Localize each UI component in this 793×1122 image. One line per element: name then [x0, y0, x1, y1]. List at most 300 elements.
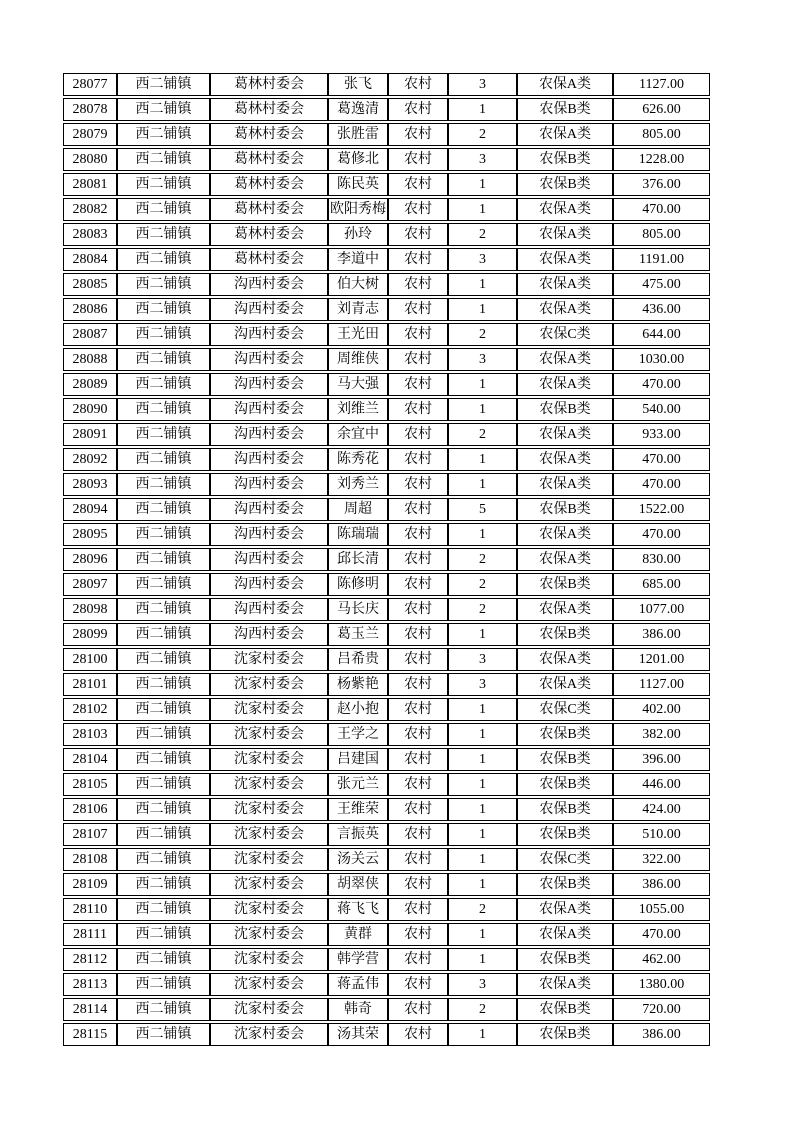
- cell-person-name: 蒋孟伟: [328, 973, 388, 996]
- cell-insurance-category: 农保A类: [517, 248, 613, 271]
- cell-amount: 470.00: [613, 923, 710, 946]
- cell-person-count: 2: [448, 548, 517, 571]
- cell-town: 西二铺镇: [117, 748, 210, 771]
- cell-village-committee: 沈家村委会: [210, 723, 328, 746]
- cell-town: 西二铺镇: [117, 148, 210, 171]
- cell-insurance-category: 农保B类: [517, 823, 613, 846]
- cell-village-committee: 沟西村委会: [210, 573, 328, 596]
- cell-record-id: 28107: [63, 823, 117, 846]
- cell-town: 西二铺镇: [117, 873, 210, 896]
- cell-village-committee: 沈家村委会: [210, 923, 328, 946]
- cell-town: 西二铺镇: [117, 198, 210, 221]
- cell-person-name: 王学之: [328, 723, 388, 746]
- cell-person-name: 黄群: [328, 923, 388, 946]
- cell-residence-type: 农村: [388, 1023, 448, 1046]
- cell-residence-type: 农村: [388, 848, 448, 871]
- table-row: [63, 148, 710, 171]
- cell-person-name: 汤其荣: [328, 1023, 388, 1046]
- cell-record-id: 28096: [63, 548, 117, 571]
- cell-residence-type: 农村: [388, 798, 448, 821]
- cell-village-committee: 沈家村委会: [210, 748, 328, 771]
- cell-person-name: 欧阳秀梅: [328, 198, 388, 221]
- cell-person-count: 1: [448, 273, 517, 296]
- cell-town: 西二铺镇: [117, 923, 210, 946]
- cell-record-id: 28083: [63, 223, 117, 246]
- cell-residence-type: 农村: [388, 698, 448, 721]
- cell-record-id: 28092: [63, 448, 117, 471]
- cell-insurance-category: 农保C类: [517, 848, 613, 871]
- table-row: [63, 398, 710, 421]
- cell-record-id: 28109: [63, 873, 117, 896]
- cell-residence-type: 农村: [388, 423, 448, 446]
- cell-person-name: 李道中: [328, 248, 388, 271]
- cell-amount: 644.00: [613, 323, 710, 346]
- cell-town: 西二铺镇: [117, 823, 210, 846]
- table-row: [63, 973, 710, 996]
- cell-amount: 382.00: [613, 723, 710, 746]
- cell-insurance-category: 农保A类: [517, 198, 613, 221]
- cell-residence-type: 农村: [388, 198, 448, 221]
- cell-record-id: 28101: [63, 673, 117, 696]
- table-row: [63, 373, 710, 396]
- cell-amount: 470.00: [613, 373, 710, 396]
- cell-person-count: 1: [448, 823, 517, 846]
- cell-insurance-category: 农保A类: [517, 648, 613, 671]
- cell-person-count: 3: [448, 348, 517, 371]
- cell-insurance-category: 农保B类: [517, 398, 613, 421]
- cell-insurance-category: 农保B类: [517, 148, 613, 171]
- cell-amount: 396.00: [613, 748, 710, 771]
- table-row: [63, 923, 710, 946]
- cell-residence-type: 农村: [388, 673, 448, 696]
- cell-person-count: 3: [448, 73, 517, 96]
- cell-town: 西二铺镇: [117, 998, 210, 1021]
- cell-village-committee: 葛林村委会: [210, 123, 328, 146]
- cell-amount: 626.00: [613, 98, 710, 121]
- cell-record-id: 28094: [63, 498, 117, 521]
- cell-person-name: 余宜中: [328, 423, 388, 446]
- cell-person-count: 1: [448, 773, 517, 796]
- cell-town: 西二铺镇: [117, 373, 210, 396]
- cell-village-committee: 沈家村委会: [210, 648, 328, 671]
- cell-village-committee: 沟西村委会: [210, 348, 328, 371]
- cell-town: 西二铺镇: [117, 973, 210, 996]
- cell-person-name: 王维荣: [328, 798, 388, 821]
- cell-amount: 830.00: [613, 548, 710, 571]
- cell-residence-type: 农村: [388, 473, 448, 496]
- cell-town: 西二铺镇: [117, 448, 210, 471]
- cell-insurance-category: 农保B类: [517, 723, 613, 746]
- cell-person-count: 1: [448, 523, 517, 546]
- cell-village-committee: 沈家村委会: [210, 798, 328, 821]
- cell-amount: 436.00: [613, 298, 710, 321]
- cell-residence-type: 农村: [388, 898, 448, 921]
- table-row: [63, 548, 710, 571]
- cell-person-count: 3: [448, 148, 517, 171]
- cell-town: 西二铺镇: [117, 248, 210, 271]
- cell-residence-type: 农村: [388, 323, 448, 346]
- cell-town: 西二铺镇: [117, 948, 210, 971]
- cell-record-id: 28085: [63, 273, 117, 296]
- cell-record-id: 28079: [63, 123, 117, 146]
- cell-amount: 470.00: [613, 473, 710, 496]
- cell-record-id: 28081: [63, 173, 117, 196]
- cell-village-committee: 沟西村委会: [210, 473, 328, 496]
- cell-village-committee: 沟西村委会: [210, 373, 328, 396]
- cell-insurance-category: 农保A类: [517, 473, 613, 496]
- table-row: [63, 648, 710, 671]
- cell-person-count: 1: [448, 798, 517, 821]
- cell-amount: 1055.00: [613, 898, 710, 921]
- cell-person-name: 周维侠: [328, 348, 388, 371]
- cell-amount: 805.00: [613, 123, 710, 146]
- cell-record-id: 28077: [63, 73, 117, 96]
- cell-insurance-category: 农保A类: [517, 348, 613, 371]
- cell-record-id: 28106: [63, 798, 117, 821]
- cell-insurance-category: 农保A类: [517, 923, 613, 946]
- cell-person-count: 1: [448, 948, 517, 971]
- table-row: [63, 673, 710, 696]
- cell-insurance-category: 农保B类: [517, 1023, 613, 1046]
- table-row: [63, 948, 710, 971]
- cell-amount: 470.00: [613, 448, 710, 471]
- cell-town: 西二铺镇: [117, 848, 210, 871]
- cell-residence-type: 农村: [388, 548, 448, 571]
- cell-village-committee: 沈家村委会: [210, 823, 328, 846]
- cell-insurance-category: 农保A类: [517, 223, 613, 246]
- cell-person-name: 赵小抱: [328, 698, 388, 721]
- cell-village-committee: 沟西村委会: [210, 548, 328, 571]
- cell-person-name: 马大强: [328, 373, 388, 396]
- table-row: [63, 498, 710, 521]
- cell-village-committee: 沟西村委会: [210, 423, 328, 446]
- cell-record-id: 28093: [63, 473, 117, 496]
- cell-person-name: 刘维兰: [328, 398, 388, 421]
- cell-town: 西二铺镇: [117, 298, 210, 321]
- cell-residence-type: 农村: [388, 373, 448, 396]
- cell-town: 西二铺镇: [117, 623, 210, 646]
- cell-insurance-category: 农保A类: [517, 373, 613, 396]
- cell-residence-type: 农村: [388, 148, 448, 171]
- cell-record-id: 28082: [63, 198, 117, 221]
- table-row: [63, 323, 710, 346]
- cell-insurance-category: 农保B类: [517, 998, 613, 1021]
- cell-village-committee: 葛林村委会: [210, 73, 328, 96]
- cell-record-id: 28090: [63, 398, 117, 421]
- cell-person-name: 张元兰: [328, 773, 388, 796]
- cell-record-id: 28098: [63, 598, 117, 621]
- cell-insurance-category: 农保A类: [517, 273, 613, 296]
- cell-town: 西二铺镇: [117, 98, 210, 121]
- table-row: [63, 1023, 710, 1046]
- table-row: [63, 823, 710, 846]
- cell-amount: 933.00: [613, 423, 710, 446]
- cell-town: 西二铺镇: [117, 573, 210, 596]
- cell-person-name: 葛逸清: [328, 98, 388, 121]
- cell-amount: 376.00: [613, 173, 710, 196]
- table-row: [63, 73, 710, 96]
- cell-amount: 720.00: [613, 998, 710, 1021]
- table-row: [63, 298, 710, 321]
- cell-person-count: 3: [448, 673, 517, 696]
- cell-person-count: 1: [448, 623, 517, 646]
- cell-town: 西二铺镇: [117, 173, 210, 196]
- cell-person-name: 周超: [328, 498, 388, 521]
- cell-person-name: 汤关云: [328, 848, 388, 871]
- cell-residence-type: 农村: [388, 123, 448, 146]
- cell-residence-type: 农村: [388, 498, 448, 521]
- cell-person-name: 张飞: [328, 73, 388, 96]
- cell-person-count: 1: [448, 298, 517, 321]
- cell-record-id: 28080: [63, 148, 117, 171]
- pension-roster-table: [63, 71, 710, 1048]
- cell-person-count: 2: [448, 598, 517, 621]
- cell-person-count: 5: [448, 498, 517, 521]
- cell-record-id: 28078: [63, 98, 117, 121]
- cell-person-name: 陈修明: [328, 573, 388, 596]
- cell-amount: 470.00: [613, 523, 710, 546]
- cell-amount: 386.00: [613, 873, 710, 896]
- cell-insurance-category: 农保A类: [517, 548, 613, 571]
- cell-amount: 424.00: [613, 798, 710, 821]
- cell-residence-type: 农村: [388, 298, 448, 321]
- cell-town: 西二铺镇: [117, 473, 210, 496]
- cell-village-committee: 沟西村委会: [210, 523, 328, 546]
- cell-village-committee: 沟西村委会: [210, 323, 328, 346]
- cell-village-committee: 葛林村委会: [210, 198, 328, 221]
- cell-amount: 475.00: [613, 273, 710, 296]
- cell-person-name: 蒋飞飞: [328, 898, 388, 921]
- cell-record-id: 28103: [63, 723, 117, 746]
- cell-residence-type: 农村: [388, 523, 448, 546]
- cell-town: 西二铺镇: [117, 498, 210, 521]
- cell-record-id: 28110: [63, 898, 117, 921]
- table-row: [63, 698, 710, 721]
- cell-amount: 446.00: [613, 773, 710, 796]
- cell-insurance-category: 农保A类: [517, 898, 613, 921]
- cell-person-count: 1: [448, 873, 517, 896]
- cell-insurance-category: 农保B类: [517, 873, 613, 896]
- table-row: [63, 798, 710, 821]
- cell-village-committee: 沟西村委会: [210, 273, 328, 296]
- cell-record-id: 28105: [63, 773, 117, 796]
- cell-village-committee: 沟西村委会: [210, 598, 328, 621]
- cell-village-committee: 沈家村委会: [210, 898, 328, 921]
- cell-insurance-category: 农保A类: [517, 973, 613, 996]
- cell-record-id: 28097: [63, 573, 117, 596]
- cell-person-count: 1: [448, 398, 517, 421]
- cell-person-count: 1: [448, 373, 517, 396]
- cell-amount: 1030.00: [613, 348, 710, 371]
- cell-village-committee: 沟西村委会: [210, 623, 328, 646]
- cell-person-name: 伯大树: [328, 273, 388, 296]
- cell-insurance-category: 农保A类: [517, 598, 613, 621]
- table-row: [63, 273, 710, 296]
- table-row: [63, 873, 710, 896]
- cell-residence-type: 农村: [388, 598, 448, 621]
- table-row: [63, 423, 710, 446]
- cell-person-name: 王光田: [328, 323, 388, 346]
- cell-insurance-category: 农保A类: [517, 298, 613, 321]
- cell-town: 西二铺镇: [117, 898, 210, 921]
- cell-village-committee: 沈家村委会: [210, 773, 328, 796]
- cell-person-count: 1: [448, 173, 517, 196]
- cell-record-id: 28088: [63, 348, 117, 371]
- cell-record-id: 28100: [63, 648, 117, 671]
- cell-residence-type: 农村: [388, 223, 448, 246]
- cell-insurance-category: 农保C类: [517, 698, 613, 721]
- cell-amount: 386.00: [613, 623, 710, 646]
- cell-village-committee: 葛林村委会: [210, 98, 328, 121]
- cell-person-count: 3: [448, 973, 517, 996]
- cell-town: 西二铺镇: [117, 423, 210, 446]
- cell-residence-type: 农村: [388, 348, 448, 371]
- cell-amount: 470.00: [613, 198, 710, 221]
- table-row: [63, 723, 710, 746]
- cell-village-committee: 葛林村委会: [210, 173, 328, 196]
- cell-person-name: 孙玲: [328, 223, 388, 246]
- cell-village-committee: 沈家村委会: [210, 998, 328, 1021]
- cell-amount: 386.00: [613, 1023, 710, 1046]
- cell-person-name: 杨紫艳: [328, 673, 388, 696]
- cell-person-count: 2: [448, 898, 517, 921]
- cell-town: 西二铺镇: [117, 523, 210, 546]
- table-row: [63, 573, 710, 596]
- cell-person-count: 1: [448, 473, 517, 496]
- table-row: [63, 448, 710, 471]
- cell-town: 西二铺镇: [117, 773, 210, 796]
- table-row: [63, 998, 710, 1021]
- cell-town: 西二铺镇: [117, 1023, 210, 1046]
- cell-insurance-category: 农保A类: [517, 123, 613, 146]
- cell-record-id: 28084: [63, 248, 117, 271]
- cell-amount: 510.00: [613, 823, 710, 846]
- cell-person-count: 2: [448, 123, 517, 146]
- cell-town: 西二铺镇: [117, 73, 210, 96]
- cell-town: 西二铺镇: [117, 723, 210, 746]
- cell-insurance-category: 农保B类: [517, 948, 613, 971]
- cell-person-name: 马长庆: [328, 598, 388, 621]
- cell-amount: 1380.00: [613, 973, 710, 996]
- cell-person-name: 陈秀花: [328, 448, 388, 471]
- cell-person-name: 邱长清: [328, 548, 388, 571]
- cell-person-count: 1: [448, 723, 517, 746]
- cell-person-name: 葛修北: [328, 148, 388, 171]
- cell-person-name: 胡翠侠: [328, 873, 388, 896]
- cell-insurance-category: 农保A类: [517, 673, 613, 696]
- cell-town: 西二铺镇: [117, 698, 210, 721]
- table-row: [63, 348, 710, 371]
- cell-person-name: 吕希贵: [328, 648, 388, 671]
- cell-amount: 1127.00: [613, 673, 710, 696]
- cell-amount: 322.00: [613, 848, 710, 871]
- cell-town: 西二铺镇: [117, 223, 210, 246]
- cell-person-count: 2: [448, 323, 517, 346]
- cell-insurance-category: 农保B类: [517, 573, 613, 596]
- cell-village-committee: 沟西村委会: [210, 498, 328, 521]
- cell-village-committee: 沈家村委会: [210, 973, 328, 996]
- cell-amount: 1127.00: [613, 73, 710, 96]
- cell-town: 西二铺镇: [117, 273, 210, 296]
- cell-record-id: 28095: [63, 523, 117, 546]
- cell-insurance-category: 农保B类: [517, 773, 613, 796]
- cell-person-count: 1: [448, 698, 517, 721]
- cell-residence-type: 农村: [388, 748, 448, 771]
- cell-record-id: 28099: [63, 623, 117, 646]
- cell-record-id: 28102: [63, 698, 117, 721]
- cell-insurance-category: 农保B类: [517, 623, 613, 646]
- cell-residence-type: 农村: [388, 398, 448, 421]
- table-row: [63, 248, 710, 271]
- cell-amount: 1522.00: [613, 498, 710, 521]
- cell-person-count: 1: [448, 848, 517, 871]
- cell-residence-type: 农村: [388, 73, 448, 96]
- cell-village-committee: 沈家村委会: [210, 873, 328, 896]
- cell-person-name: 吕建国: [328, 748, 388, 771]
- cell-amount: 462.00: [613, 948, 710, 971]
- cell-amount: 1228.00: [613, 148, 710, 171]
- cell-person-name: 韩学营: [328, 948, 388, 971]
- cell-person-name: 刘青志: [328, 298, 388, 321]
- cell-village-committee: 沈家村委会: [210, 848, 328, 871]
- cell-person-count: 3: [448, 648, 517, 671]
- cell-residence-type: 农村: [388, 98, 448, 121]
- cell-record-id: 28108: [63, 848, 117, 871]
- table-row: [63, 123, 710, 146]
- cell-record-id: 28112: [63, 948, 117, 971]
- cell-amount: 805.00: [613, 223, 710, 246]
- cell-insurance-category: 农保A类: [517, 73, 613, 96]
- cell-village-committee: 葛林村委会: [210, 248, 328, 271]
- cell-residence-type: 农村: [388, 273, 448, 296]
- cell-residence-type: 农村: [388, 648, 448, 671]
- cell-residence-type: 农村: [388, 973, 448, 996]
- cell-person-name: 陈瑞瑞: [328, 523, 388, 546]
- cell-village-committee: 沈家村委会: [210, 673, 328, 696]
- table-row: [63, 223, 710, 246]
- cell-residence-type: 农村: [388, 923, 448, 946]
- table-row: [63, 773, 710, 796]
- cell-town: 西二铺镇: [117, 348, 210, 371]
- cell-village-committee: 葛林村委会: [210, 148, 328, 171]
- table-row: [63, 198, 710, 221]
- cell-record-id: 28104: [63, 748, 117, 771]
- cell-town: 西二铺镇: [117, 123, 210, 146]
- cell-amount: 540.00: [613, 398, 710, 421]
- cell-insurance-category: 农保B类: [517, 798, 613, 821]
- cell-residence-type: 农村: [388, 948, 448, 971]
- cell-insurance-category: 农保A类: [517, 523, 613, 546]
- cell-insurance-category: 农保B类: [517, 748, 613, 771]
- cell-person-count: 2: [448, 223, 517, 246]
- cell-amount: 685.00: [613, 573, 710, 596]
- cell-village-committee: 沟西村委会: [210, 298, 328, 321]
- cell-insurance-category: 农保C类: [517, 323, 613, 346]
- cell-village-committee: 葛林村委会: [210, 223, 328, 246]
- cell-person-name: 陈民英: [328, 173, 388, 196]
- cell-residence-type: 农村: [388, 823, 448, 846]
- table-row: [63, 848, 710, 871]
- cell-insurance-category: 农保B类: [517, 498, 613, 521]
- cell-residence-type: 农村: [388, 998, 448, 1021]
- table-row: [63, 523, 710, 546]
- cell-person-count: 3: [448, 248, 517, 271]
- cell-town: 西二铺镇: [117, 798, 210, 821]
- cell-record-id: 28113: [63, 973, 117, 996]
- cell-residence-type: 农村: [388, 773, 448, 796]
- table-row: [63, 473, 710, 496]
- cell-person-name: 葛玉兰: [328, 623, 388, 646]
